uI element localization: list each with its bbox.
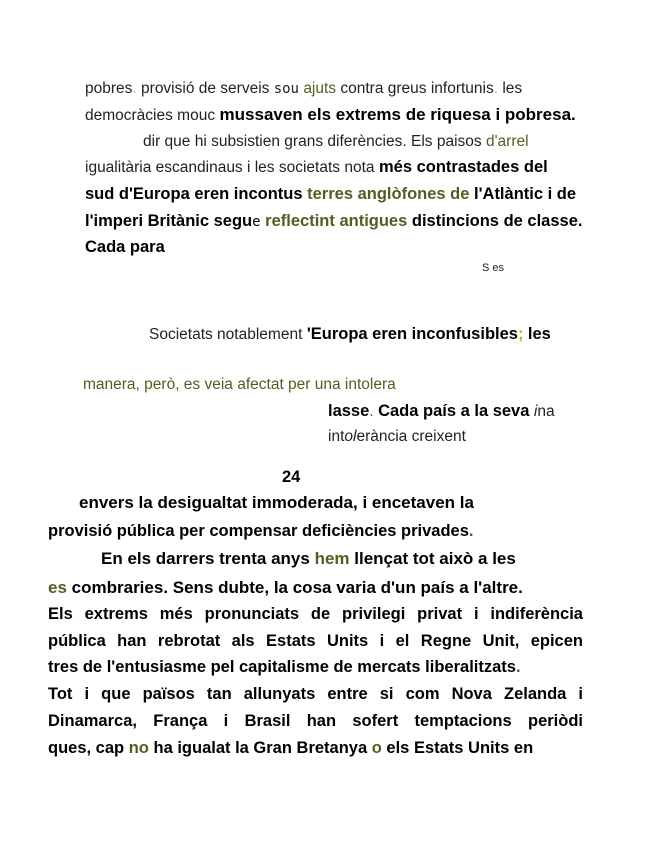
text-run: distincions de classe. (411, 212, 583, 230)
text-run: o (371, 739, 382, 757)
text-run: 'Europa eren inconfusibles (306, 325, 518, 343)
text-run: països (142, 685, 195, 703)
mid-line-1 (149, 326, 551, 343)
top-line-7 (85, 239, 165, 256)
text-run: . (468, 522, 474, 540)
text-run: pública (48, 632, 106, 650)
text-run: e (252, 214, 261, 230)
text-run: dir que hi subsistien grans (143, 133, 324, 150)
text-run: tres de l'entusiasme pel capitalisme de mercats liberalitzats (48, 658, 516, 676)
text-run: En els darrers trenta anys (101, 549, 310, 568)
text-run: Zelanda (503, 685, 567, 703)
top-line-4 (85, 159, 548, 176)
mid-line-4 (328, 429, 466, 445)
text-run: ha igualat la Gran Bretanya (153, 739, 368, 757)
text-run: de (310, 605, 331, 623)
text-run: pobres (85, 80, 133, 97)
text-run: 24 (282, 468, 301, 486)
text-run: igualitària escandinaus i les societats nota (85, 159, 375, 176)
text-run: Cada país a la seva (378, 402, 530, 420)
text-run: provisió pública per compensar deficiències privades (48, 522, 469, 540)
text-run: Cada para (85, 238, 165, 256)
text-run: temptacions (414, 712, 512, 730)
text-run: Unit, (482, 632, 520, 650)
text-run: privat (417, 605, 463, 623)
mid-line-2 (83, 377, 396, 393)
text-run: els Estats Units en (386, 739, 534, 757)
text-run: provisió de serveis (141, 80, 270, 97)
text-run: Societats notablement (149, 326, 303, 343)
text-run: l (353, 428, 357, 445)
text-run: França (153, 712, 208, 730)
text-run: privilegi (342, 605, 406, 623)
text-run: l'Atlàntic i de (474, 185, 577, 203)
body-line-1 (79, 494, 474, 511)
body-line-5 (48, 606, 583, 623)
page-number (282, 469, 300, 486)
text-run: i (84, 685, 90, 703)
text-run: . (369, 403, 374, 420)
text-run: i (223, 712, 229, 730)
text-run: democràcies mouc (85, 107, 216, 124)
body-line-4 (48, 579, 523, 596)
text-run: lasse (328, 402, 370, 420)
text-run: més (159, 605, 193, 623)
top-line-2 (85, 106, 576, 124)
text-run: Units (326, 632, 369, 650)
text-run: indiferència (490, 605, 583, 623)
text-run: ajuts (303, 80, 337, 97)
text-run: les (502, 80, 523, 97)
body-line-7 (48, 659, 521, 676)
text-run: sofert (352, 712, 399, 730)
text-run: Regne (420, 632, 472, 650)
text-run: com (405, 685, 440, 703)
text-run: diferències (327, 133, 403, 150)
text-run: més contrastades del (378, 158, 548, 176)
text-run: han (306, 712, 337, 730)
text-run: erància creixent (356, 428, 466, 445)
body-line-8 (48, 686, 583, 703)
text-run: llençat tot això a les (354, 549, 516, 568)
text-run: i (533, 403, 538, 420)
text-run: o (344, 428, 353, 445)
body-line-3 (101, 550, 516, 567)
ses-fragment (482, 263, 504, 274)
text-run: reflectint antigues (265, 212, 408, 230)
text-run: epicen (530, 632, 583, 650)
text-run: ; (517, 325, 524, 343)
text-run: no (128, 739, 149, 757)
text-run: i (473, 605, 479, 623)
top-line-5 (85, 186, 576, 203)
text-run: pronunciats (204, 605, 300, 623)
text-run: ques, cap (48, 739, 125, 757)
top-line-6 (85, 213, 582, 230)
text-run: Tot (48, 685, 73, 703)
text-run: int (328, 428, 345, 445)
text-run: que (101, 685, 131, 703)
text-run: Els (48, 605, 73, 623)
mid-line-3 (328, 403, 555, 420)
text-run: mussaven els extrems de riquesa i pobresa. (219, 105, 576, 124)
text-run: Estats (266, 632, 316, 650)
text-run: entre (327, 685, 368, 703)
text-run: les (527, 325, 551, 343)
text-run: Els paisos (410, 133, 482, 150)
text-run: manera, però, es veia afectat per una intolera (83, 376, 396, 393)
top-line-1: pobres. provisió de serveis sou ajuts contra greus infortunis. les (85, 80, 523, 97)
text-run: el (395, 632, 410, 650)
text-run: periòdi (527, 712, 583, 730)
body-line-2 (48, 523, 474, 540)
text-run: tan (206, 685, 232, 703)
text-run: S es (482, 262, 505, 274)
text-run: si (379, 685, 394, 703)
text-run: Brasil (244, 712, 291, 730)
text-run: han (117, 632, 147, 650)
body-line-6 (48, 633, 583, 650)
text-run: es (48, 578, 67, 597)
text-run: Dinamarca, (48, 712, 137, 730)
text-run: contra greus infortunis (340, 80, 494, 97)
text-run: i (379, 632, 385, 650)
text-run: l'imperi Britànic segu (85, 212, 253, 230)
top-line-3: dir que hi subsistien grans diferències. Els paisos d'arrel (143, 133, 529, 150)
text-run: rebrotat (157, 632, 221, 650)
text-run: hem (314, 549, 350, 568)
body-line-10 (48, 740, 533, 757)
text-run: als (231, 632, 255, 650)
body-line-9 (48, 713, 583, 730)
text-run: combraries. Sens dubte, la cosa varia d'un país a l'altre. (71, 578, 523, 597)
text-run: i (578, 685, 583, 703)
text-run: . (515, 658, 521, 676)
text-run: sou (273, 81, 299, 97)
text-run: na (537, 403, 555, 420)
text-run: d'arrel (485, 133, 529, 150)
text-run: envers la desigualtat immoderada, i encetaven la (79, 493, 474, 512)
text-run: allunyats (243, 685, 316, 703)
text-run: extrems (84, 605, 148, 623)
text-run: sud d'Europa eren incontus (85, 185, 303, 203)
text-run: Nova (451, 685, 492, 703)
text-run: terres anglòfones de (307, 185, 470, 203)
